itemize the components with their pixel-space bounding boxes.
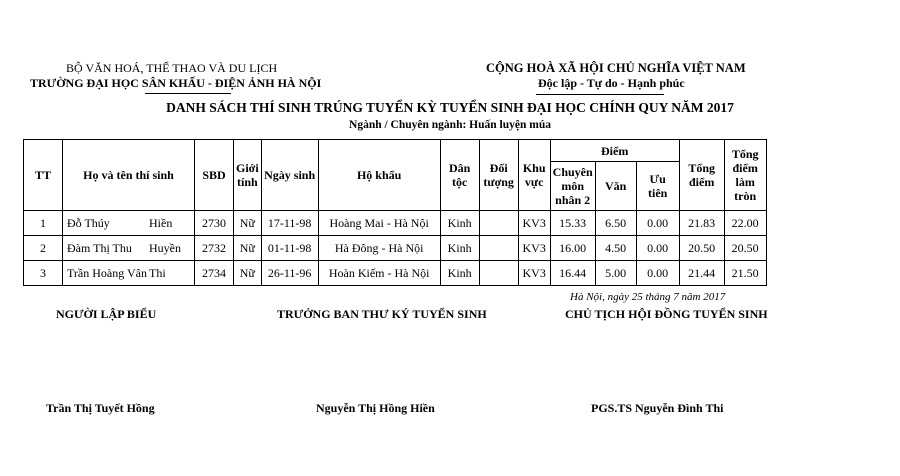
cell-priority: 0.00	[636, 211, 679, 236]
cell-tt: 2	[24, 236, 63, 261]
cell-dob: 17-11-98	[261, 211, 318, 236]
cell-ethnicity: Kinh	[440, 236, 479, 261]
col-name: Họ và tên thí sinh	[63, 140, 195, 211]
cell-total: 20.50	[679, 236, 724, 261]
last-name: Hiền	[149, 215, 173, 230]
signature-name-2: Nguyễn Thị Hồng Hiền	[316, 401, 435, 415]
col-dob: Ngày sinh	[261, 140, 318, 211]
motto: Độc lập - Tự do - Hạnh phúc	[538, 76, 685, 90]
cell-total: 21.83	[679, 211, 724, 236]
last-name: Thi	[149, 265, 166, 280]
cell-priority-group	[479, 261, 518, 286]
cell-priority: 0.00	[636, 261, 679, 286]
cell-name	[63, 211, 195, 236]
cell-name	[63, 261, 195, 286]
signature-role-1: NGƯỜI LẬP BIỂU	[56, 307, 157, 321]
document-subtitle: Ngành / Chuyên ngành: Huấn luyện múa	[349, 119, 551, 131]
signature-role-2: TRƯỞNG BAN THƯ KÝ TUYỂN SINH	[277, 307, 487, 321]
cell-priority-group	[479, 211, 518, 236]
document-title: DANH SÁCH THÍ SINH TRÚNG TUYỂN KỲ TUYỂN SINH ĐẠI HỌC CHÍNH QUY NĂM 2017	[166, 100, 734, 115]
table-row	[24, 261, 767, 286]
cell-priority: 0.00	[636, 236, 679, 261]
cell-gender: Nữ	[234, 261, 262, 286]
cell-region: KV3	[518, 236, 550, 261]
cell-region: KV3	[518, 261, 550, 286]
cell-dob: 26-11-96	[261, 261, 318, 286]
last-name: Huyền	[149, 240, 181, 255]
col-priority-group: Đối tượng	[479, 140, 518, 211]
signature-role-3: CHỦ TỊCH HỘI ĐỒNG TUYỂN SINH	[565, 307, 768, 321]
cell-total: 21.44	[679, 261, 724, 286]
cell-major-score: 15.33	[550, 211, 595, 236]
cell-ethnicity: Kinh	[440, 211, 479, 236]
cell-major-score: 16.44	[550, 261, 595, 286]
admission-table	[23, 139, 767, 286]
col-tt: TT	[24, 140, 63, 211]
cell-residence: Hoàn Kiếm - Hà Nội	[318, 261, 440, 286]
cell-major-score: 16.00	[550, 236, 595, 261]
university-name: TRƯỜNG ĐẠI HỌC SÂN KHẤU - ĐIỆN ẢNH HÀ NỘI	[30, 76, 322, 90]
cell-rounded: 20.50	[724, 236, 766, 261]
header-underline-left	[145, 93, 231, 94]
col-literature: Văn	[595, 162, 636, 211]
col-gender: Giới tính	[234, 140, 262, 211]
cell-sbd: 2732	[195, 236, 234, 261]
col-ethnicity: Dân tộc	[440, 140, 479, 211]
date-line: Hà Nội, ngày 25 tháng 7 năm 2017	[570, 291, 726, 303]
cell-tt: 3	[24, 261, 63, 286]
col-rounded: Tổng điểm làm tròn	[724, 140, 766, 211]
cell-rounded: 21.50	[724, 261, 766, 286]
nation-name: CỘNG HOÀ XÃ HỘI CHỦ NGHĨA VIỆT NAM	[486, 61, 746, 75]
signature-name-3: PGS.TS Nguyễn Đình Thi	[591, 401, 724, 415]
first-name: Đỗ Thúy	[67, 215, 110, 230]
cell-ethnicity: Kinh	[440, 261, 479, 286]
header-row	[24, 140, 767, 162]
col-region: Khu vực	[518, 140, 550, 211]
table-body	[24, 211, 767, 286]
ministry-name: BỘ VĂN HOÁ, THỂ THAO VÀ DU LỊCH	[66, 61, 278, 75]
cell-name	[63, 236, 195, 261]
cell-residence: Hoàng Mai - Hà Nội	[318, 211, 440, 236]
table-row	[24, 211, 767, 236]
table-row	[24, 236, 767, 261]
cell-literature: 4.50	[595, 236, 636, 261]
signature-name-1: Trần Thị Tuyết Hồng	[46, 401, 155, 415]
cell-dob: 01-11-98	[261, 236, 318, 261]
col-residence: Hộ khẩu	[318, 140, 440, 211]
col-sbd: SBD	[195, 140, 234, 211]
cell-region: KV3	[518, 211, 550, 236]
cell-gender: Nữ	[234, 236, 262, 261]
cell-literature: 5.00	[595, 261, 636, 286]
col-scores: Điểm	[550, 140, 679, 162]
cell-priority-group	[479, 236, 518, 261]
col-priority: Ưu tiên	[636, 162, 679, 211]
first-name: Trần Hoàng Vân	[67, 265, 147, 280]
motto-underline	[536, 94, 664, 95]
cell-rounded: 22.00	[724, 211, 766, 236]
cell-tt: 1	[24, 211, 63, 236]
cell-literature: 6.50	[595, 211, 636, 236]
col-total: Tổng điểm	[679, 140, 724, 211]
cell-sbd: 2734	[195, 261, 234, 286]
cell-sbd: 2730	[195, 211, 234, 236]
col-major-score: Chuyên môn nhân 2	[550, 162, 595, 211]
cell-residence: Hà Đông - Hà Nội	[318, 236, 440, 261]
cell-gender: Nữ	[234, 211, 262, 236]
first-name: Đàm Thị Thu	[67, 240, 132, 255]
